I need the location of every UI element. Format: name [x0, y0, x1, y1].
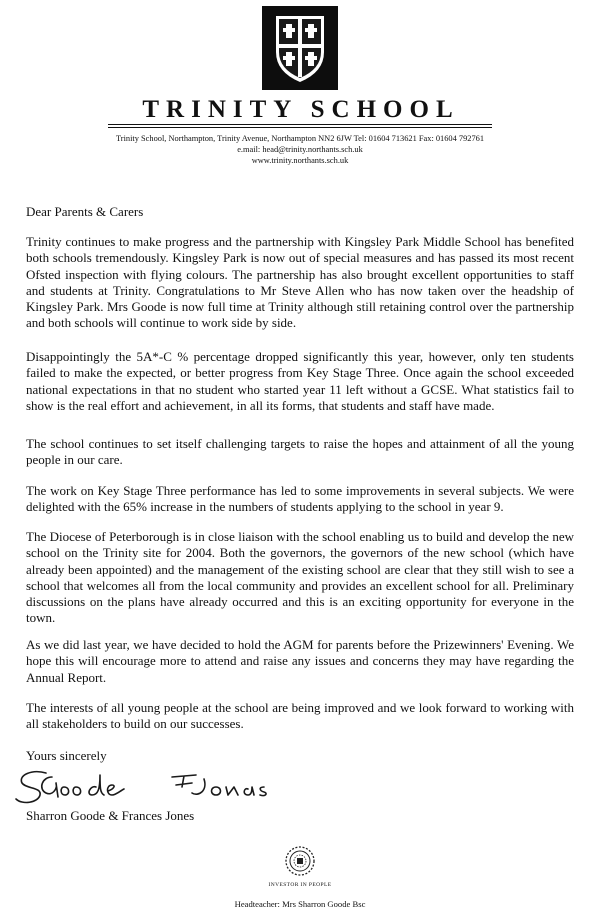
paragraph-new-school: The Diocese of Peterborough is in close liaison with the school enabling us to build and develop the new school on the Trinity site for 2004. Both the governors, the governors of the new school (which have already been appointed) and the management of the existing school are clear that they still wish to see a school that welcomes all from the local community and provides an excellent school for all. Preliminary discussions on the plans have already occurred and this is an exciting opportunity for everyone in the town.	[26, 529, 574, 626]
paragraph-key-stage-three: The work on Key Stage Three performance has led to some improvements in several subjects. We were delighted with the 65% increase in the numbers of students applying to the school in year 9.	[26, 483, 574, 515]
paragraph-agm: As we did last year, we have decided to hold the AGM for parents before the Prizewinners' Evening. We hope this will encourage more to attend and raise any issues and concerns they may have regarding the Annual Report.	[26, 637, 574, 685]
school-name: TRINITY SCHOOL	[142, 96, 460, 123]
email-line: e.mail: head@trinity.northants.sch.uk	[237, 145, 363, 154]
headteacher-footer: Headteacher: Mrs Sharron Goode Bsc	[234, 899, 366, 909]
web-line: www.trinity.northants.sch.uk	[251, 156, 349, 165]
paragraph-results: Disappointingly the 5A*-C % percentage dropped significantly this year, however, only ten students failed to make the expected, or better progress from Key Stage Three. Once again the school exceeded national expectations in that no student who started year 11 left without a GCSE. What statistics fail to show is the real effort and achievement, in all its forms, that students and staff have made.	[26, 349, 574, 413]
signatories: Sharron Goode & Frances Jones	[26, 808, 195, 823]
header-rule-bottom	[108, 127, 492, 128]
closing: Yours sincerely	[26, 748, 107, 763]
investor-in-people-label: INVESTOR IN PEOPLE	[268, 882, 332, 888]
paragraph-partnership: Trinity continues to make progress and the partnership with Kingsley Park Middle School has benefited both schools tremendously. Kingsley Park is now out of special measures and has passed its most recent Ofsted inspection with flying colours. The partnership has also brought excellent opportunities to staff and students at Trinity. Congratulations to Mr Steve Allen who has now taken over the headship of Kingsley Park. Mrs Goode is now full time at Trinity although still retaining control over the partnership and both schools will continue to work side by side.	[26, 234, 574, 331]
paragraph-targets: The school continues to set itself challenging targets to raise the hopes and attainment of all the young people in our care.	[26, 436, 574, 468]
salutation: Dear Parents & Carers	[26, 204, 144, 219]
investor-in-people-logo	[283, 845, 317, 879]
header-rule-top	[108, 124, 492, 125]
address-line: Trinity School, Northampton, Trinity Avenue, Northampton NN2 6JW Tel: 01604 713621 Fax: 01604 792761	[115, 134, 485, 143]
school-crest-logo	[262, 6, 338, 90]
paragraph-closing-remarks: The interests of all young people at the school are being improved and we look forward to working with all stakeholders to build on our successes.	[26, 700, 574, 732]
handwritten-signature	[12, 767, 272, 809]
